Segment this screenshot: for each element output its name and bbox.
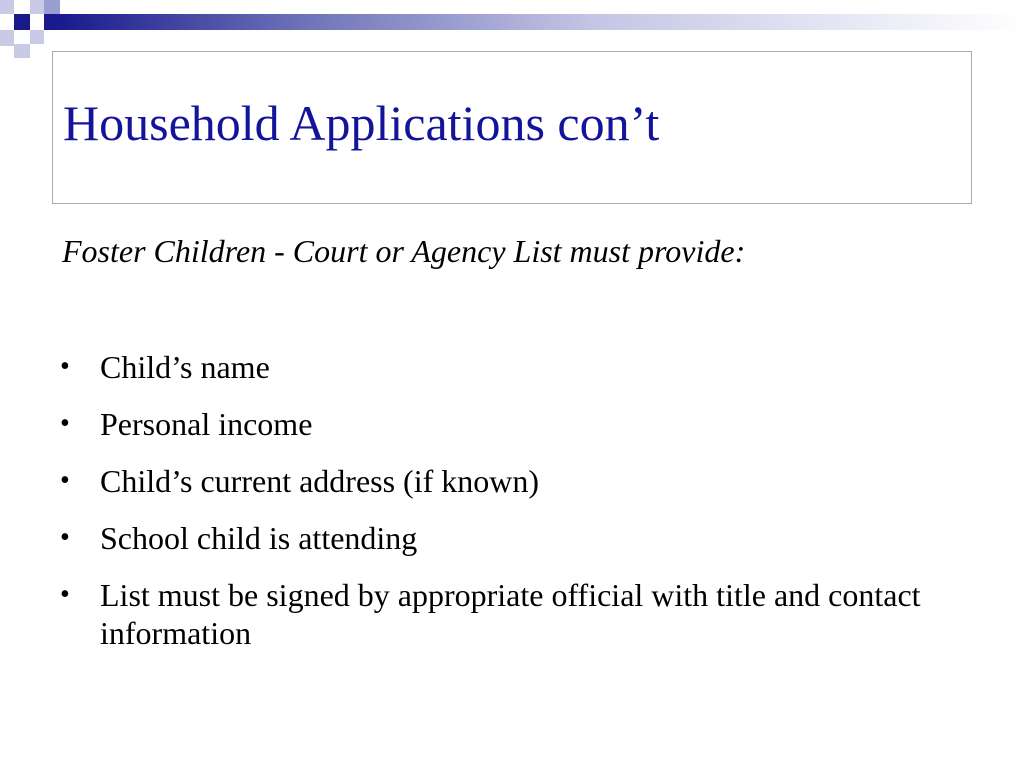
bullet-item [58, 519, 958, 557]
bullet-item [58, 348, 958, 386]
bullet-item [58, 462, 958, 500]
slide-subtitle: Foster Children - Court or Agency List must provide: [62, 233, 746, 269]
decor-square [30, 0, 44, 14]
bullet-item [58, 576, 958, 652]
slide-title: Household Applications con’t [63, 95, 660, 151]
decor-square [14, 14, 30, 30]
bullet-item [58, 405, 958, 443]
bullet-text: School child is attending [100, 520, 418, 556]
bullet-text: Child’s name [100, 349, 270, 385]
decor-square [44, 14, 60, 30]
bullet-icon: • [60, 522, 70, 553]
bullet-list [58, 348, 958, 671]
decor-square [14, 44, 30, 58]
bullet-text: Personal income [100, 406, 313, 442]
decor-square [0, 30, 14, 46]
decor-square [44, 0, 60, 14]
bullet-icon: • [60, 579, 70, 610]
bullet-icon: • [60, 465, 70, 496]
bullet-text: List must be signed by appropriate official with title and contact information [100, 577, 921, 651]
bullet-text: Child’s current address (if known) [100, 463, 540, 499]
bullet-icon: • [60, 351, 70, 382]
bullet-icon: • [60, 408, 70, 439]
header-gradient-band [60, 14, 1024, 30]
decor-square [0, 0, 14, 14]
decor-square [30, 30, 44, 44]
title-box [52, 51, 972, 204]
